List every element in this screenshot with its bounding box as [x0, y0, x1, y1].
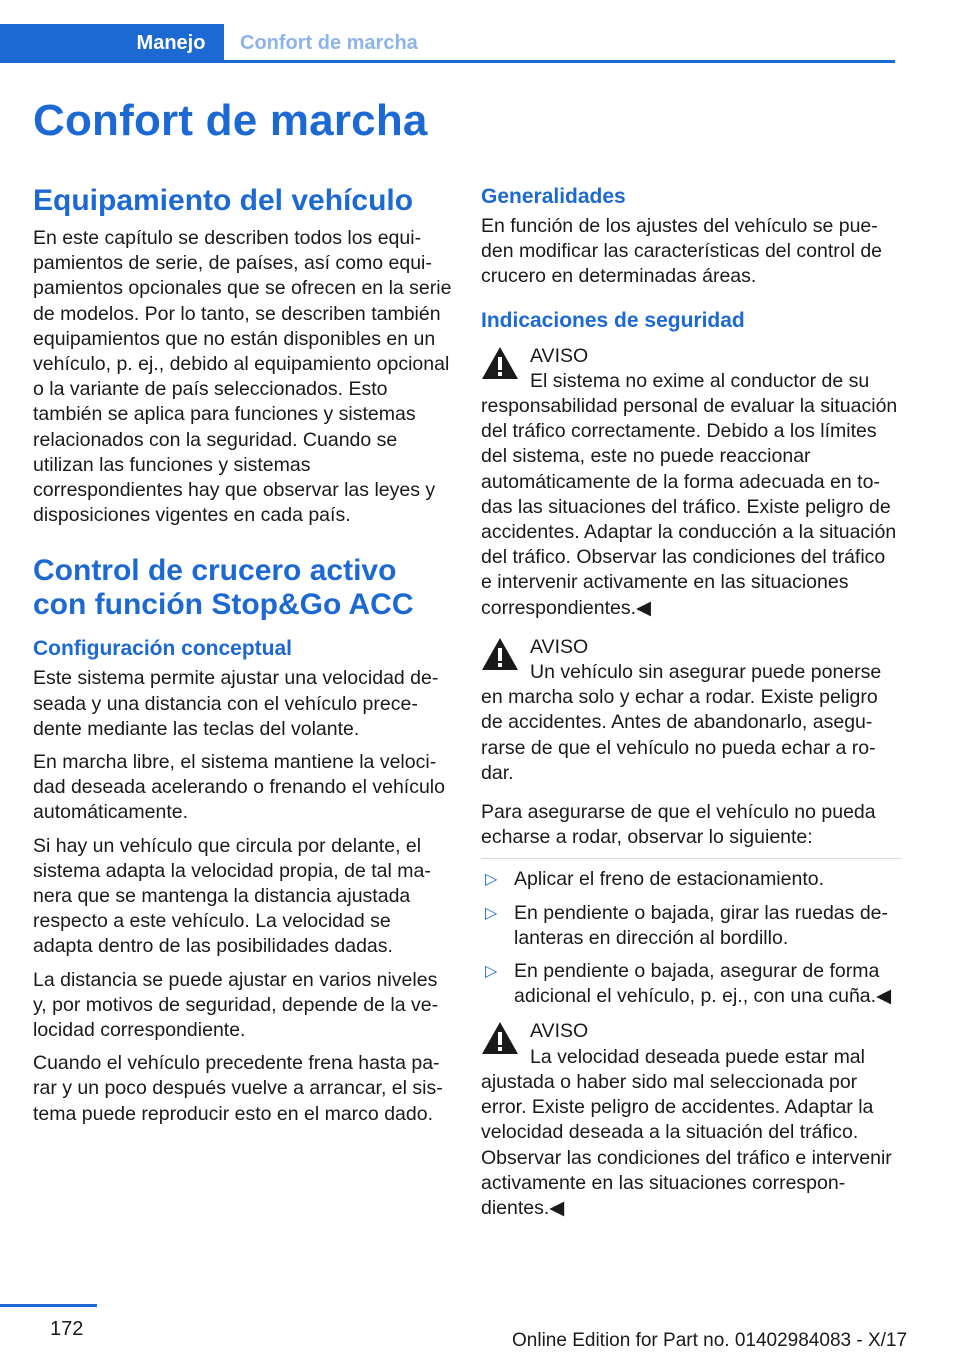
paragraph-generalidades: En función de los ajustes del vehículo se pueden modificar las características del control de crucero en determinadas áreas. [481, 215, 883, 288]
left-column [33, 184, 453, 1135]
header-rule [0, 60, 895, 63]
bullet-triangle-icon: ▷ [485, 871, 498, 889]
heading-generalidades: Generalidades [481, 185, 626, 208]
page-number-bar [0, 1304, 97, 1307]
header-tab-manejo[interactable]: Manejo [118, 24, 224, 63]
warning-title: AVISO [530, 635, 589, 658]
heading-seguridad: Indicaciones de seguridad [481, 308, 745, 332]
list-divider [481, 858, 901, 859]
paragraph-config-5: Cuando el vehículo precedente frena hasta parar y un poco después vuelve a arrancar, el sistema puede reproducir esto en el marco dado. [33, 1052, 443, 1125]
header-tab-section[interactable]: Confort de marcha [240, 32, 418, 54]
page-number: 172 [50, 1318, 84, 1340]
list-item-text: En pendiente o bajada, asegurar de forma adicional el vehículo, p. ej., con una cuña.◀ [514, 960, 892, 1008]
paragraph-secure: Para asegurarse de que el vehículo no pueda echarse a rodar, observar lo siguiente: [481, 801, 876, 849]
list-item-text: En pendiente o bajada, girar las ruedas delanteras en dirección al bordillo. [514, 901, 889, 949]
heading-configuracion: Configuración conceptual [33, 637, 293, 661]
list-item [481, 901, 901, 951]
paragraph-config-2: En marcha libre, el sistema mantiene la velocidad deseada acelerando o frenando el vehículo automáticamente. [33, 751, 445, 824]
paragraph-config-3: Si hay un vehículo que circula por delante, el sistema adapta la velocidad propia, de tal manera que se mantenga la distancia ajustada respecto a este vehículo. La velocidad se adapta dentro de las posibilidades dadas. [33, 834, 431, 958]
warning-title: AVISO [530, 1020, 589, 1043]
warning-text: responsabilidad personal de evaluar la situación del tráfico correctamente. Debido a los límites del sistema, este no puede reaccionar automáticamente de la forma adecuada en todas las situaciones del tráfico. Existe peligro de accidentes. Adaptar la conducción a la situación del tráfico. Observar las condiciones del tráfico e intervenir activamente en las situaciones correspondientes.◀ [481, 395, 898, 619]
header-accent-bar [0, 24, 118, 63]
secure-list [481, 867, 901, 1009]
warning-first-line: Un vehículo sin asegurar puede ponerse [530, 661, 882, 684]
warning-text: en marcha solo y echar a rodar. Existe peligro de accidentes. Antes de abandonarlo, asegurarse de que el vehículo no pueda echar a rodar. [481, 686, 878, 784]
list-item [481, 867, 901, 892]
right-column [481, 184, 901, 1235]
paragraph-config-1: Este sistema permite ajustar una velocidad deseada y una distancia con el vehículo precedente mediante las teclas del volante. [33, 667, 439, 740]
heading-acc: Control de crucero activo con función Stop&Go ACC [33, 554, 414, 622]
warning-text: ajustada o haber sido mal seleccionada por error. Existe peligro de accidentes. Adaptar la velocidad deseada a la situación del tráfico. Observar las condiciones del tráfico e intervenir activamente en las situaciones correspondientes.◀ [481, 1070, 892, 1219]
warning-triangle-icon [481, 637, 519, 671]
paragraph-config-4: La distancia se puede ajustar en varios niveles y, por motivos de seguridad, depende de la velocidad correspondiente. [33, 968, 439, 1042]
warning-title: AVISO [530, 344, 589, 367]
warning-first-line: El sistema no exime al conductor de su [530, 369, 870, 392]
list-item-text: Aplicar el freno de estacionamiento. [514, 868, 825, 891]
warning-block-2 [481, 635, 901, 786]
warning-triangle-icon [481, 1021, 519, 1055]
heading-equipamiento: Equipamiento del vehículo [33, 184, 414, 217]
edition-footer: Online Edition for Part no. 01402984083 - X/17 [512, 1330, 908, 1351]
list-item [481, 959, 901, 1009]
bullet-triangle-icon: ▷ [485, 963, 498, 981]
warning-first-line: La velocidad deseada puede estar mal [530, 1045, 865, 1068]
page-title: Confort de marcha [33, 96, 428, 145]
paragraph-equipamiento: En este capítulo se describen todos los equipamientos de serie, de países, así como equipamientos opcionales que se ofrecen en la serie de modelos. Por lo tanto, se describen también equipamientos que no están disponibles en un vehículo, p. ej., debido al equipamiento opcional o la variante de país seleccionados. Esto también se aplica para funciones y sistemas relacionados con la seguridad. Cuando se utilizan las funciones y sistemas correspondientes hay que observar las leyes y disposiciones vigentes en cada país. [33, 227, 452, 527]
warning-block-1 [481, 344, 901, 621]
bullet-triangle-icon: ▷ [485, 904, 498, 922]
warning-block-3 [481, 1019, 901, 1221]
warning-triangle-icon [481, 346, 519, 380]
